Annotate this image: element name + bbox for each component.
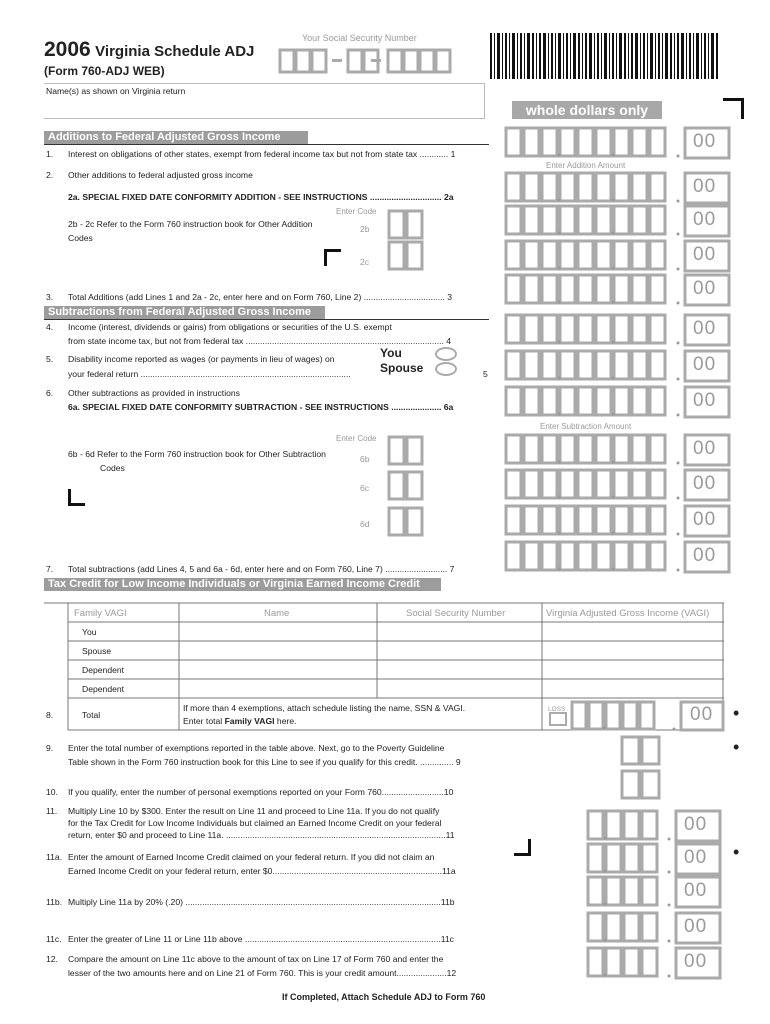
enter-subtraction-amount-label: Enter Subtraction Amount: [540, 422, 632, 431]
amount-line-10-boxes: [619, 768, 665, 802]
line-10-number: 10.: [46, 787, 58, 797]
line-9-text-1: Enter the total number of exemptions reported in the table above. Next, go to the Poverty Guideline: [68, 743, 445, 753]
line-5-text-1: Disability income reported as wages (or payments in lieu of wages) on: [68, 354, 335, 364]
ssn-boxes-graphic: [278, 46, 483, 76]
line-4-text-2: from state income tax, but not from federal tax ................................................................................... 4: [68, 336, 452, 346]
table-header-name: Name: [264, 608, 290, 619]
line-5-you-label: You: [380, 346, 402, 360]
amount-line-6c[interactable]: [503, 467, 743, 503]
line-9-number: 9.: [46, 743, 54, 753]
line-2-number: 2.: [46, 170, 54, 180]
line-6c-code-label: 6c: [360, 483, 370, 493]
line-8-note-2-bold: Family VAGI: [224, 716, 275, 726]
form-title: [44, 38, 254, 62]
line-1-text: Interest on obligations of other states, exempt from federal income tax but not from state tax ............ 1: [68, 149, 456, 159]
form-year: 2006: [44, 38, 91, 61]
corner-mark-bottom-left: [68, 489, 85, 506]
table-header-ssn: Social Security Number: [406, 608, 506, 619]
line-10-text: If you qualify, enter the number of personal exemptions reported on your Form 760..........................10: [68, 787, 454, 797]
line-11-text-3: return, enter $0 and proceed to Line 11a. ............................................................................................11: [68, 830, 455, 840]
amount-line-2a[interactable]: [503, 170, 743, 206]
amount-line-4[interactable]: [503, 312, 743, 348]
table-row-spouse: Spouse: [82, 646, 112, 656]
amount-line-11a[interactable]: [585, 841, 725, 877]
line-2b-code-label: 2b: [360, 224, 370, 234]
barcode-graphic: [490, 33, 718, 79]
code-box-6b-graphic: [387, 435, 427, 467]
code-box-6d-graphic: [387, 506, 427, 538]
line-6-text: Other subtractions as provided in instructions: [68, 388, 240, 398]
amount-line-3[interactable]: [503, 272, 743, 308]
additions-section-header: Additions to Federal Adjusted Gross Income: [44, 131, 308, 144]
amount-line-2b[interactable]: [503, 203, 743, 239]
line-4-number: 4.: [46, 322, 54, 332]
amount-line-11b[interactable]: [585, 874, 725, 910]
line-8-note-2-pre: Enter total: [183, 716, 225, 726]
subtractions-section-header: Subtractions from Federal Adjusted Gross Income: [44, 306, 325, 319]
line-11c-text: Enter the greater of Line 11 or Line 11b above ..................................................................................11c: [68, 934, 454, 944]
amount-line-10[interactable]: [619, 768, 665, 802]
line-9-text-2: Table shown in the Form 760 instruction book for this Line to see if you qualify for this credit. .............. 9: [68, 757, 461, 767]
amount-line-11-cents: 00: [684, 814, 708, 835]
amount-line-9[interactable]: [619, 734, 665, 768]
line-2b-text-1: 2b - 2c Refer to the Form 760 instruction book for Other Addition: [68, 219, 313, 229]
table-row-dependent-2: Dependent: [82, 684, 125, 694]
loss-checkbox[interactable]: [549, 712, 567, 726]
tax-credit-section-header: Tax Credit for Low Income Individuals or Virginia Earned Income Credit: [44, 578, 441, 591]
line-11a-text-2: Earned Income Credit on your federal return, enter $0.......................................................................11a: [68, 866, 456, 876]
amount-line-3-cents: 00: [693, 278, 717, 299]
amount-line-6b-cents: 00: [693, 438, 717, 459]
line-2b-text-2: Codes: [68, 233, 93, 243]
amount-line-2c[interactable]: [503, 238, 743, 274]
line-11-number: 11.: [46, 806, 58, 816]
line-8-note-2: [183, 716, 297, 727]
enter-addition-amount-label: Enter Addition Amount: [546, 161, 626, 170]
amount-line-1[interactable]: [503, 125, 743, 161]
additions-rule: [44, 144, 489, 145]
amount-line-11a-cents: 00: [684, 847, 708, 868]
amount-line-11b-cents: 00: [684, 880, 708, 901]
amount-line-6a-cents: 00: [693, 390, 717, 411]
table-row-dependent-1: Dependent: [82, 665, 125, 675]
amount-line-11c-cents: 00: [684, 916, 708, 937]
corner-mark-top-right: [723, 98, 744, 119]
amount-line-12[interactable]: [585, 945, 725, 981]
line-2c-code-label: 2c: [360, 257, 370, 267]
whole-dollars-banner: whole dollars only: [512, 101, 662, 119]
table-row-you: You: [82, 627, 97, 637]
table-header-vagi: Virginia Adjusted Gross Income (VAGI): [546, 608, 710, 619]
code-box-6d[interactable]: [387, 506, 427, 538]
amount-line-5-cents: 00: [693, 354, 717, 375]
code-box-6b[interactable]: [387, 435, 427, 467]
line-8-number: 8.: [46, 710, 54, 720]
code-box-6c[interactable]: [387, 470, 427, 502]
amount-line-5[interactable]: [503, 348, 743, 384]
amount-line-8[interactable]: [566, 699, 730, 733]
amount-line-7[interactable]: [503, 539, 743, 575]
line-1-number: 1.: [46, 149, 54, 159]
form-title-text: Virginia Schedule ADJ: [95, 43, 255, 60]
line-7-number: 7.: [46, 564, 54, 574]
line-12-number: 12.: [46, 954, 58, 964]
line-11b-number: 11b.: [46, 897, 63, 907]
line-11c-number: 11c.: [46, 934, 62, 944]
line-11-text-1: Multiply Line 10 by $300. Enter the result on Line 11 and proceed to Line 11a. If you do not qualify: [68, 806, 440, 816]
footer-instruction: If Completed, Attach Schedule ADJ to Form 760: [282, 992, 486, 1002]
line-5-text-2: your federal return ........................................................................................: [68, 369, 351, 379]
line-8-total-label: Total: [82, 710, 101, 720]
line-12-text-1: Compare the amount on Line 11c above to the amount of tax on Line 17 of Form 760 and enter the: [68, 954, 444, 964]
line-12-text-2: lesser of the two amounts here and on Line 21 of Form 760. This is your credit amount.....................12: [68, 968, 457, 978]
code-box-6c-graphic: [387, 470, 427, 502]
line-6b-code-label: 6b: [360, 454, 370, 464]
ssn-label: Your Social Security Number: [302, 33, 417, 43]
names-label: Name(s) as shown on Virginia return: [46, 86, 186, 96]
line-11-text-2: for the Tax Credit for Low Income Individuals but claimed an Earned Income Credit on your federal: [68, 818, 442, 828]
line-6-number: 6.: [46, 388, 54, 398]
amount-line-1-cents: 00: [693, 131, 717, 152]
line-11a-number: 11a.: [46, 852, 63, 862]
enter-code-label-additions: Enter Code: [336, 207, 377, 216]
line-8-note-2-post: here.: [274, 716, 297, 726]
form-name: (Form 760-ADJ WEB): [44, 64, 165, 78]
line-2a-text: 2a. SPECIAL FIXED DATE CONFORMITY ADDITION - SEE INSTRUCTIONS .............................. 2a: [68, 192, 454, 202]
amount-line-8-cents: 00: [690, 704, 714, 725]
barcode: [490, 33, 718, 79]
line-5-you-oval[interactable]: [435, 347, 457, 361]
amount-line-6d[interactable]: [503, 503, 743, 539]
amount-line-12-cents: 00: [684, 951, 708, 972]
line-3-number: 3.: [46, 292, 54, 302]
line-5-end-number: 5: [483, 369, 488, 379]
amount-line-6a[interactable]: [503, 384, 743, 420]
loss-label: LOSS: [548, 706, 566, 713]
line-11a-text-1: Enter the amount of Earned Income Credit claimed on your federal return. If you did not claim an: [68, 852, 435, 862]
amount-line-2b-cents: 00: [693, 209, 717, 230]
amount-line-11[interactable]: [585, 808, 725, 844]
corner-mark-bottom-right: [514, 839, 531, 856]
enter-code-label-subtractions: Enter Code: [336, 434, 377, 443]
line-5-spouse-oval[interactable]: [435, 362, 457, 376]
bullet-mark-9: •: [733, 737, 740, 757]
line-6d-code-label: 6d: [360, 519, 370, 529]
code-box-2b[interactable]: [387, 209, 427, 241]
amount-line-2a-cents: 00: [693, 176, 717, 197]
amount-line-4-cents: 00: [693, 318, 717, 339]
amount-line-6b[interactable]: [503, 432, 743, 468]
line-8-note-1: If more than 4 exemptions, attach schedule listing the name, SSN & VAGI.: [183, 703, 466, 713]
line-5-number: 5.: [46, 354, 54, 364]
bullet-mark-8: •: [733, 703, 740, 723]
line-3-text: Total Additions (add Lines 1 and 2a - 2c, enter here and on Form 760, Line 2) .................................. 3: [68, 292, 453, 302]
line-6b-text-2: Codes: [100, 463, 125, 473]
amount-line-11c[interactable]: [585, 910, 725, 946]
code-box-2c-graphic: [387, 240, 427, 272]
amount-line-7-cents: 00: [693, 545, 717, 566]
code-box-2c[interactable]: [387, 240, 427, 272]
line-7-text: Total subtractions (add Lines 4, 5 and 6a - 6d, enter here and on Form 760, Line 7) .......................... 7: [68, 564, 455, 574]
line-6b-text-1: 6b - 6d Refer to the Form 760 instruction book for Other Subtraction: [68, 449, 326, 459]
amount-line-9-boxes: [619, 734, 665, 768]
line-4-text-1: Income (interest, dividends or gains) from obligations or securities of the U.S. exempt: [68, 322, 392, 332]
code-box-2b-graphic: [387, 209, 427, 241]
table-header-family-vagi: Family VAGI: [74, 608, 127, 619]
amount-line-2c-cents: 00: [693, 244, 717, 265]
line-6a-text: 6a. SPECIAL FIXED DATE CONFORMITY SUBTRACTION - SEE INSTRUCTIONS ..................... 6a: [68, 402, 454, 412]
subtractions-rule: [44, 319, 489, 320]
ssn-field[interactable]: [278, 46, 483, 76]
names-field[interactable]: [44, 83, 485, 119]
amount-line-6c-cents: 00: [693, 473, 717, 494]
amount-line-6d-cents: 00: [693, 509, 717, 530]
bullet-mark-11: •: [733, 842, 740, 862]
corner-mark-left: [324, 249, 341, 266]
line-11b-text: Multiply Line 11a by 20% (.20) ...........................................................................................................11b: [68, 897, 455, 907]
line-5-spouse-label: Spouse: [380, 361, 424, 375]
line-2-text: Other additions to federal adjusted gross income: [68, 170, 253, 180]
